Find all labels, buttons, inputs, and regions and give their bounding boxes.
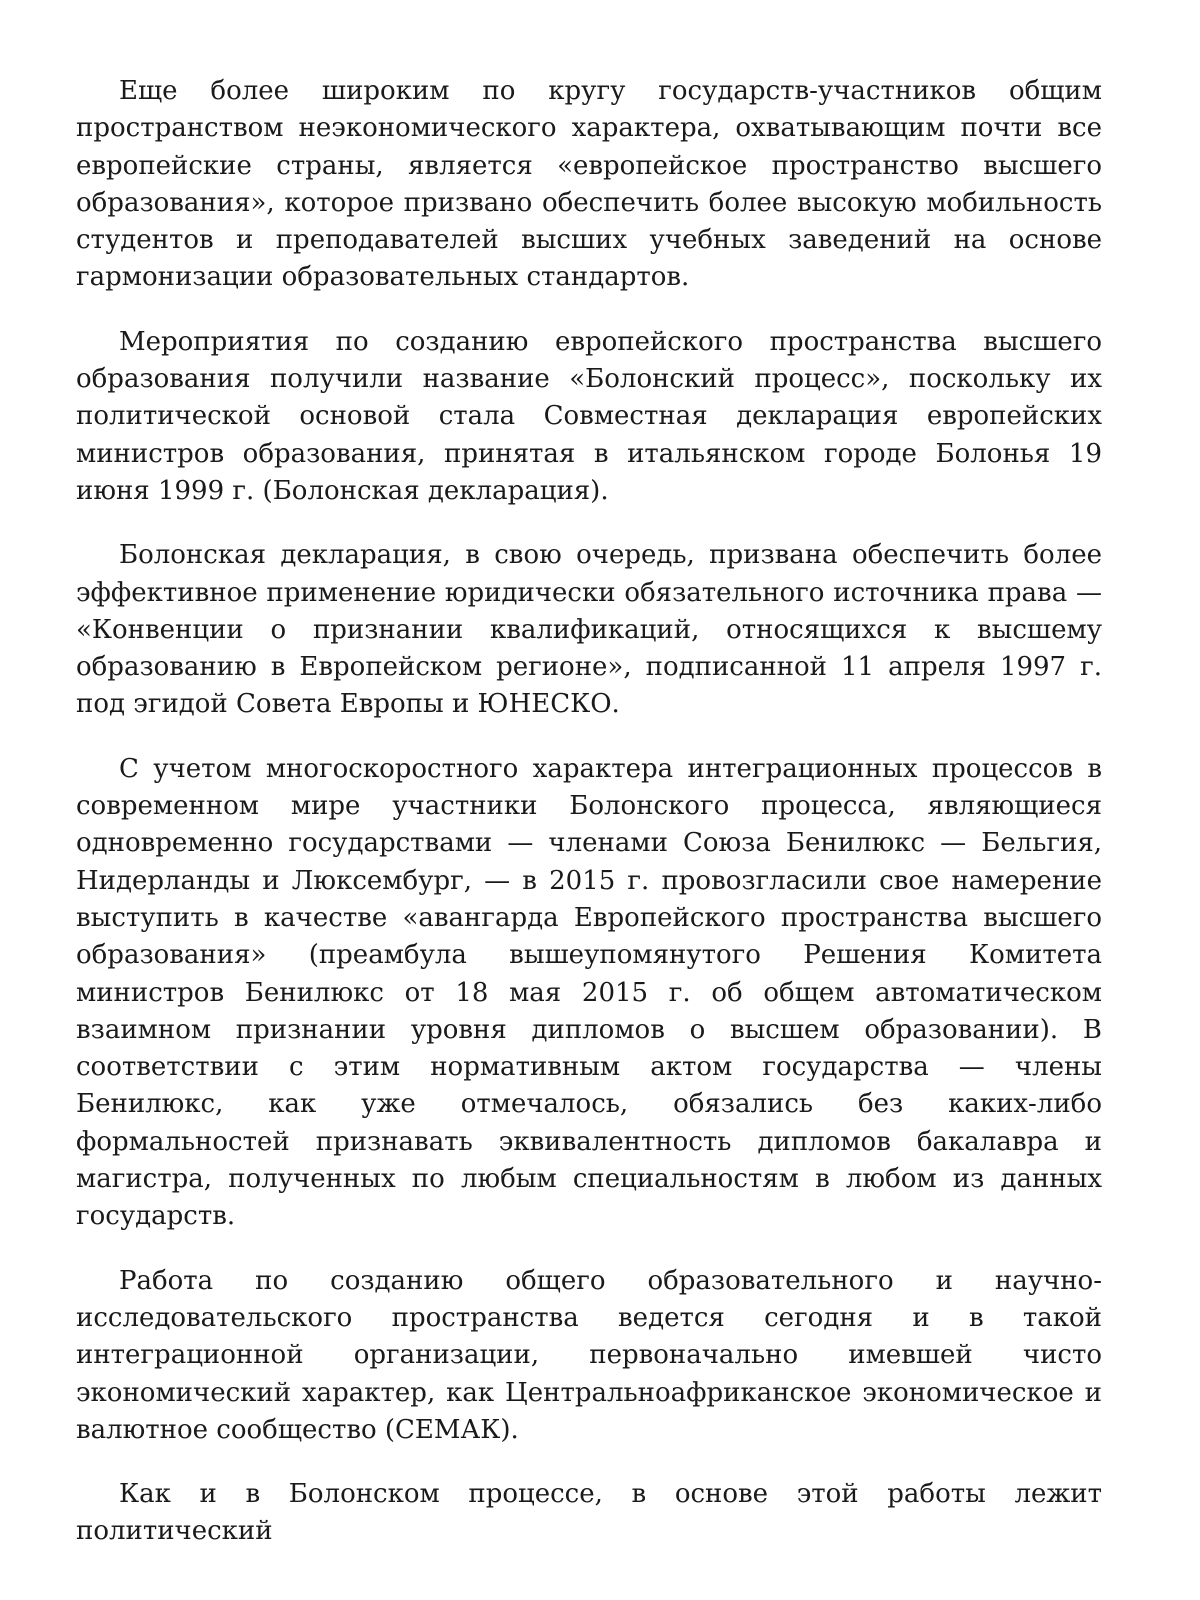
paragraph-5: Работа по созданию общего образовательного и научно-исследовательского пространства ведется сегодня и в такой интеграционной организации, первоначально имевшей чисто экономический характер, как Центральноафриканское экономическое и валютное сообщество (СЕМАК). [76,1265,1102,1445]
paragraph-2: Мероприятия по созданию европейского пространства высшего образования получили название «Болонский процесс», поскольку их политической основой стала Совместная декларация европейских министров образования, принятая в итальянском городе Болонья 19 июня 1999 г. (Болонская декларация). [76,326,1102,506]
document-body [76,73,1102,1551]
paragraph-6: Как и в Болонском процессе, в основе этой работы лежит политический [76,1479,1102,1547]
paragraph-4: С учетом многоскоростного характера интеграционных процессов в современном мире участники Болонского процесса, являющиеся одновременно государствами — членами Союза Бенилюкс — Бельгия, Нидерланды и Люксембург, — в 2015 г. провозгласили свое намерение выступить в качестве «авангарда Европейского пространства высшего образования» (преамбула вышеупомянутого Решения Комитета министров Бенилюкс от 18 мая 2015 г. об общем автоматическом взаимном признании уровня дипломов о высшем образовании). В соответствии с этим нормативным актом государства — члены Бенилюкс, как уже отмечалось, обязались без каких-либо формальностей признавать эквивалентность дипломов бакалавра и магистра, полученных по любым специальностям в любом из данных государств. [76,753,1102,1232]
paragraph-1: Еще более широким по кругу государств-участников общим пространством неэкономического характера, охватывающим почти все европейские страны, является «европейское пространство высшего образования», которое призвано обеспечить более высокую мобильность студентов и преподавателей высших учебных заведений на основе гармонизации образовательных стандартов. [76,76,1102,293]
paragraph-3: Болонская декларация, в свою очередь, призвана обеспечить более эффективное применение юридически обязательного источника права — «Конвенции о признании квалификаций, относящихся к высшему образованию в Европейском регионе», подписанной 11 апреля 1997 г. под эгидой Совета Европы и ЮНЕСКО. [76,540,1102,720]
